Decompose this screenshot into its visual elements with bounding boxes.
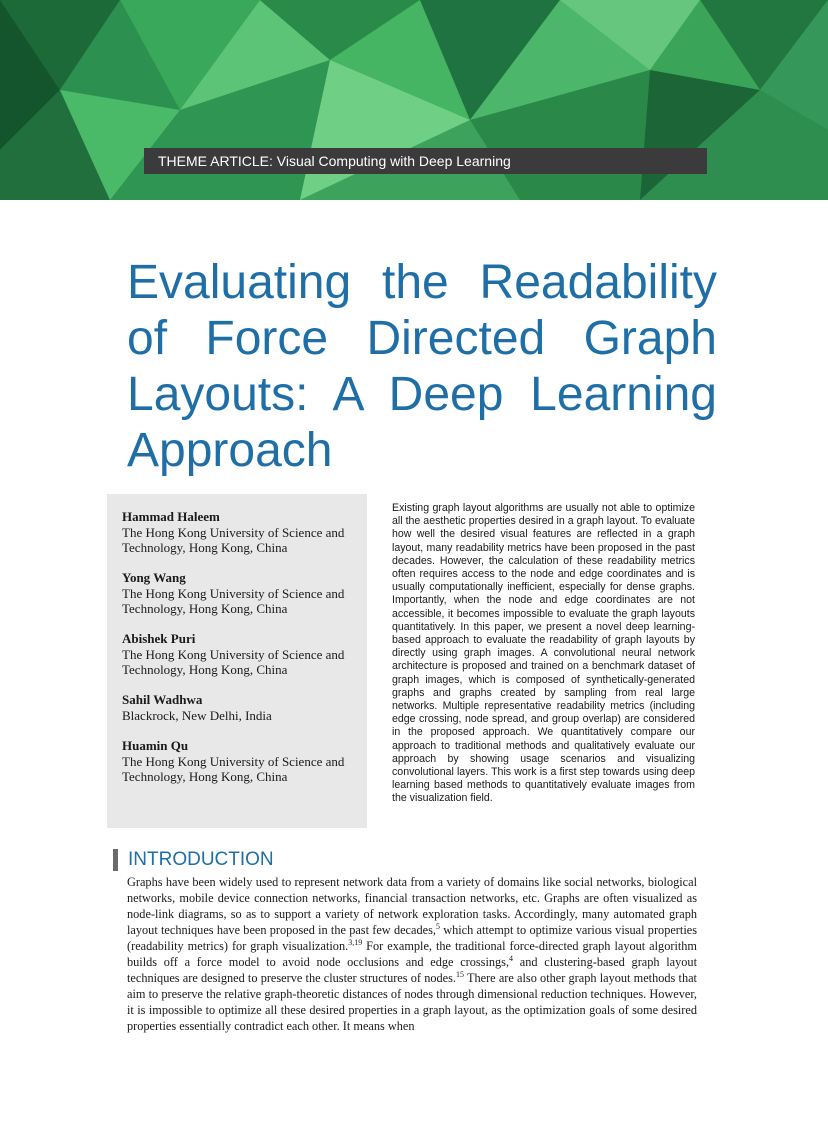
header-banner xyxy=(0,0,828,200)
intro-text: Graphs have been widely used to represent network data from a variety of domains like social networks, biological networks, mobile device connection networks, financial transaction networks, etc. Graphs are often visualized as node-link diagrams, so as to support a variety of network exploration tasks. Accordingly, many automated graph layout techniques have been proposed in the past few decades, xyxy=(127,875,697,937)
authors-box xyxy=(107,494,367,828)
author-name: Huamin Qu xyxy=(122,738,189,753)
author-affiliation: The Hong Kong University of Science and Technology, Hong Kong, China xyxy=(122,647,345,677)
theme-article-label: THEME ARTICLE: Visual Computing with Deep Learning xyxy=(144,148,707,174)
heading-accent-bar xyxy=(113,849,118,871)
introduction-heading: INTRODUCTION xyxy=(128,849,274,870)
author-entry xyxy=(122,738,367,784)
author-name: Yong Wang xyxy=(122,570,186,585)
author-entry xyxy=(122,570,367,616)
author-name: Hammad Haleem xyxy=(122,509,220,524)
intro-text: which attempt to optimize various visual properties (readability metrics) for graph visualization. xyxy=(127,923,697,953)
author-affiliation: The Hong Kong University of Science and Technology, Hong Kong, China xyxy=(122,586,345,616)
citation-ref[interactable]: 15 xyxy=(455,969,464,979)
author-name: Sahil Wadhwa xyxy=(122,692,203,707)
intro-text: There are also other graph layout methods that aim to preserve the relative graph-theoretic distances of nodes through dimensional reduction techniques. However, it is impossible to optimize all these desired properties in a graph layout, as the optimization goals of some desired properties essentially contradict each other. It means when xyxy=(127,971,697,1033)
page-title: Evaluating the Readability of Force Directed Graph Layouts: A Deep Learning Approach xyxy=(127,256,717,477)
author-affiliation: The Hong Kong University of Science and Technology, Hong Kong, China xyxy=(122,525,345,555)
citation-ref[interactable]: 5 xyxy=(435,921,440,931)
author-entry xyxy=(122,692,367,723)
intro-text: For example, the traditional force-directed graph layout algorithm builds off a force model to avoid node occlusions and edge crossings, xyxy=(127,939,697,969)
citation-ref[interactable]: 3,19 xyxy=(348,937,363,947)
author-affiliation: Blackrock, New Delhi, India xyxy=(122,708,272,723)
author-entry xyxy=(122,631,367,677)
section-heading xyxy=(113,849,274,871)
intro-text: and clustering-based graph layout techniques are designed to preserve the cluster structures of nodes. xyxy=(127,955,697,985)
citation-ref[interactable]: 4 xyxy=(509,953,514,963)
author-name: Abishek Puri xyxy=(122,631,196,646)
author-affiliation: The Hong Kong University of Science and Technology, Hong Kong, China xyxy=(122,754,345,784)
introduction-paragraph xyxy=(127,874,697,1034)
abstract: Existing graph layout algorithms are usually not able to optimize all the aesthetic properties desired in a graph layout. To evaluate how well the desired visual features are reflected in a graph layout, many readability metrics have been proposed in the past decades. However, the calculation of these readability metrics often requires access to the node and edge coordinates and is usually computationally inefficient, especially for dense graphs. Importantly, when the node and edge coordinates are not accessible, it becomes impossible to evaluate the graph layouts quantitatively. In this paper, we present a novel deep learning-based approach to evaluate the readability of graph layouts by directly using graph images. A convolutional neural network architecture is proposed and trained on a benchmark dataset of graph images, which is composed of synthetically-generated graphs and graphs created by sampling from real large networks. Multiple representative readability metrics (including edge crossing, node spread, and group overlap) are considered in the proposed approach. We quantitatively compare our approach to traditional methods and qualitatively evaluate our approach by showing usage scenarios and visualizing convolutional layers. This work is a first step towards using deep learning based methods to quantitatively evaluate images from the visualization field. xyxy=(392,502,695,805)
author-entry xyxy=(122,509,367,555)
